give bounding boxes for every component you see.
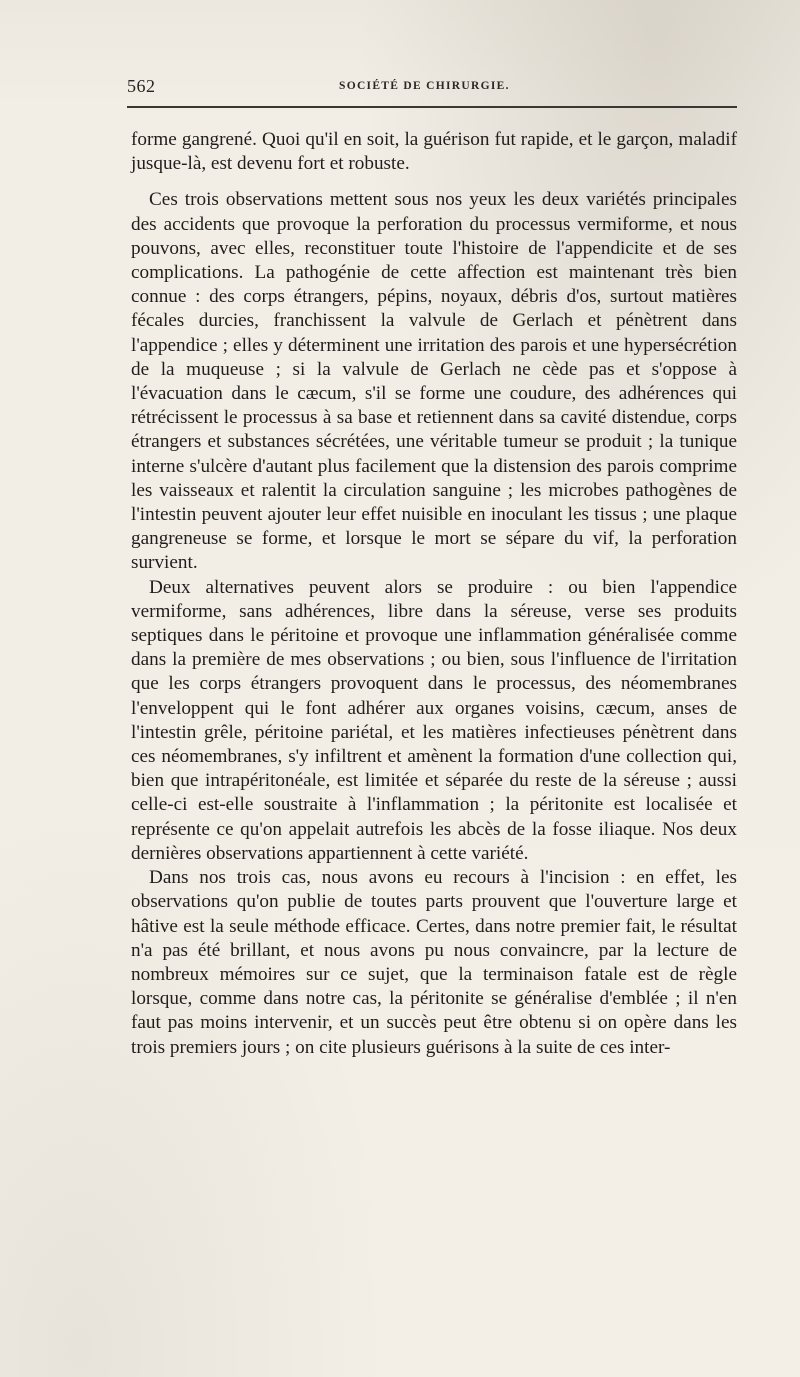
page-number: 562 — [127, 76, 156, 96]
page-header — [127, 76, 736, 104]
paragraph-1: forme gangrené. Quoi qu'il en soit, la guérison fut rapide, et le garçon, maladif jusque-là, est devenu fort et robuste. — [131, 129, 737, 175]
paragraph-3: Deux alternatives peuvent alors se produire : ou bien l'appendice vermiforme, sans adhérences, libre dans la séreuse, verse ses produits septiques dans le péritoine et provoque une inflammation généralisée comme dans la première de mes observations ; ou bien, sous l'influence de l'irritation que les corps étrangers provoquent dans le processus, des néomembranes l'enveloppent qui le font adhérer aux organes voisins, cæcum, anses de l'intestin grêle, péritoine pariétal, et les matières infectieuses pénètrent dans ces néomembranes, s'y infiltrent et amènent la formation d'une collection qui, bien que intrapéritonéale, est limitée et séparée du reste de la séreuse ; aussi celle-ci est-elle soustraite à l'inflammation ; la péritonite est localisée et représente ce qu'on appelait autrefois les abcès de la fosse iliaque. Nos deux dernières observations appartiennent à cette variété. — [131, 576, 737, 864]
header-rule — [127, 106, 737, 108]
paragraph-2: Ces trois observations mettent sous nos yeux les deux variétés principales des accidents que provoque la perforation du processus vermiforme, et nous pouvons, avec elles, reconstituer toute l'histoire de l'appendicite et de ses complications. La pathogénie de cette affection est maintenant très bien connue : des corps étrangers, pépins, noyaux, débris d'os, surtout matières fécales durcies, franchissent la valvule de Gerlach et pénètrent dans l'appendice ; elles y déterminent une irritation des parois et une hypersécrétion de la muqueuse ; si la valvule de Gerlach ne cède pas et s'oppose à l'évacuation dans le cæcum, s'il se forme une coudure, des adhérences qui rétrécissent le processus à sa base et retiennent dans sa cavité distendue, corps étrangers et substances sécrétées, une véritable tumeur se produit ; la tunique interne s'ulcère d'autant plus facilement que la distension des parois comprime les vaisseaux et ralentit la circulation sanguine ; les microbes pathogènes de l'intestin peuvent ajouter leur effet nuisible en inoculant les tissus ; une plaque gangreneuse se forme, et lorsque le mort se sépare du vif, la perforation survient. — [131, 189, 737, 574]
running-title: SOCIÉTÉ DE CHIRURGIE. — [339, 80, 510, 92]
paragraph-4: Dans nos trois cas, nous avons eu recours à l'incision : en effet, les observations qu'on publie de toutes parts prouvent que l'ouverture large et hâtive est la seule méthode efficace. Certes, dans notre premier fait, le résultat n'a pas été brillant, et nous avons pu nous convaincre, par la lecture de nombreux mémoires sur ce sujet, que la terminaison fatale est de règle lorsque, comme dans notre cas, la péritonite se généralise d'emblée ; il n'en faut pas moins intervenir, et un succès peut être obtenu si on opère dans les trois premiers jours ; on cite plusieurs guérisons à la suite de ces inter- — [131, 867, 737, 1058]
body-text — [131, 128, 737, 1060]
